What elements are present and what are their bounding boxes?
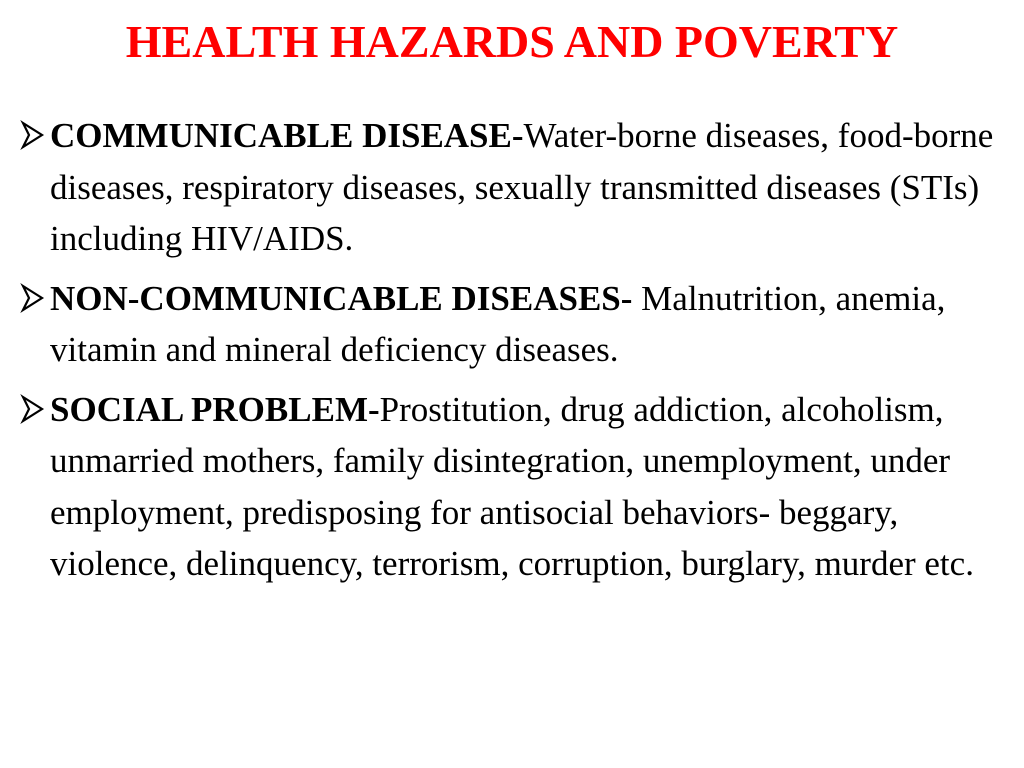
bullet-list (20, 110, 1010, 598)
bullet-heading: SOCIAL PROBLEM- (50, 389, 380, 429)
arrow-bullet-icon (20, 394, 46, 424)
bullet-item-social-problem (20, 384, 1010, 590)
bullet-item-communicable-disease (20, 110, 1010, 265)
bullet-text: Malnutrition, anemia, vitamin and mineral deficiency diseases. (50, 278, 946, 369)
bullet-heading: COMMUNICABLE DISEASE- (50, 116, 524, 155)
bullet-item-non-communicable-diseases (20, 273, 1010, 376)
bullet-text: Prostitution, drug addiction, alcoholism, unmarried mothers, family disintegration, unemployment, under employment, predisposing for antisocial behaviors- beggary, violence, delinquency, terrorism, corruption, burglary, murder etc. (50, 389, 974, 583)
arrow-bullet-icon (20, 120, 46, 150)
arrow-bullet-icon (20, 283, 46, 313)
slide-title: HEALTH HAZARDS AND POVERTY (125, 16, 899, 67)
bullet-text: Water-borne diseases, food-borne diseases, respiratory diseases, sexually transmitted diseases (STIs) including HIV/AIDS. (50, 116, 994, 258)
bullet-heading: NON-COMMUNICABLE DISEASES- (50, 278, 633, 318)
